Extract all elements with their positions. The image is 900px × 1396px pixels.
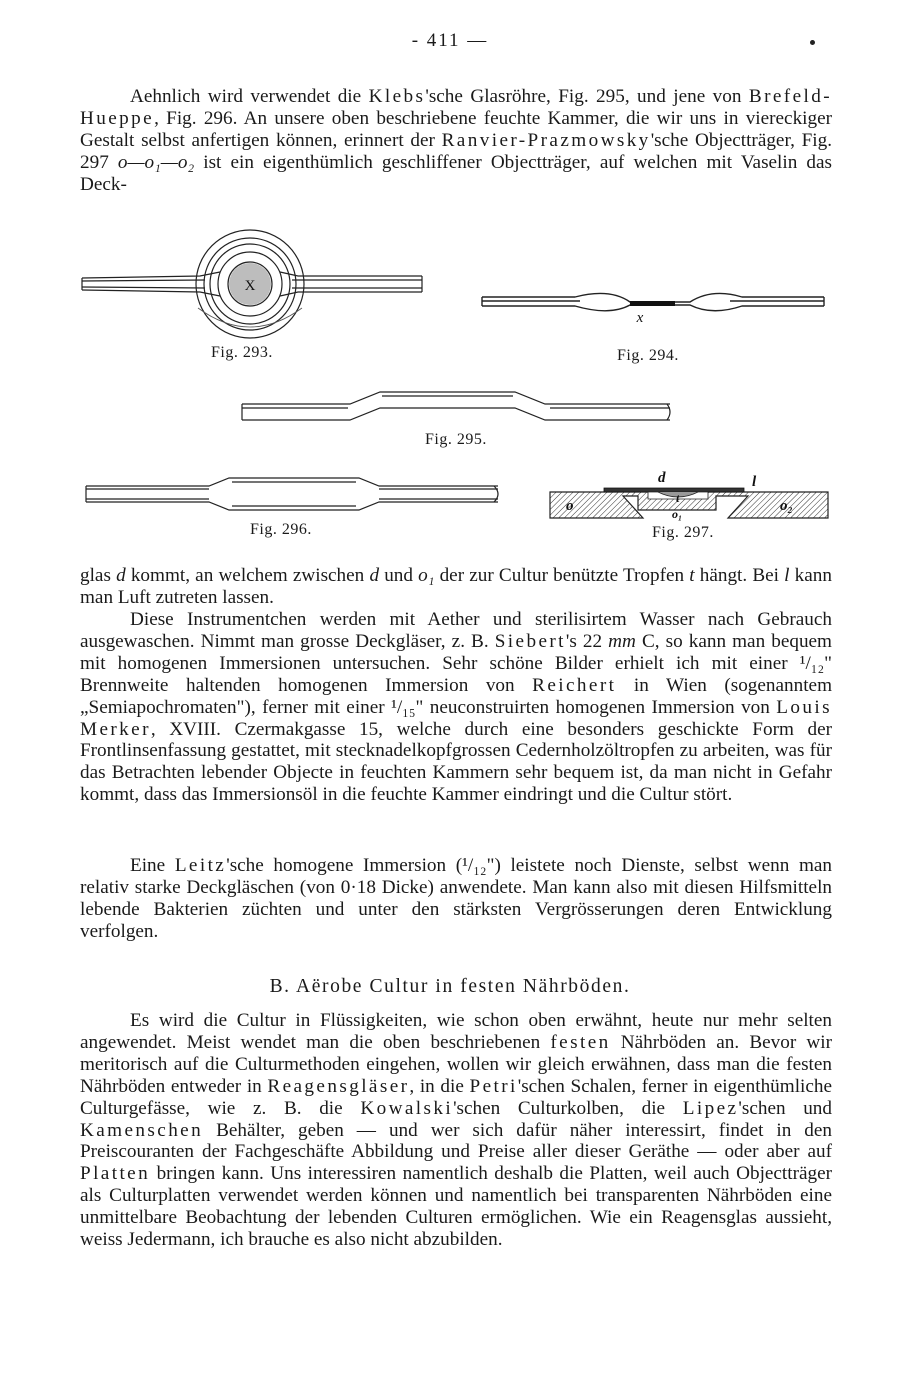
name-siebert: Siebert xyxy=(494,630,566,652)
paragraph-3 xyxy=(80,609,832,806)
name-leitz: Leitz xyxy=(174,855,227,876)
page-number: - 411 — xyxy=(411,30,489,51)
name-lipez: Lipez xyxy=(682,1097,739,1119)
name-reichert: Reichert xyxy=(532,674,617,696)
figure-296-drawing xyxy=(84,476,502,512)
text: 'sche homogene Immersion (¹/₁₂") leistete noch Dienste, selbst wenn man relativ starke Deckgläschen (von 0·18 Dicke) anwendete. Man kann also mit diesen Hilfsmitteln lebende Bakterien züchten und unter den stärksten Vergrösserungen deren Entwicklung verfolgen. xyxy=(80,855,832,942)
symbol-t: t xyxy=(689,565,695,586)
term-festen: festen xyxy=(550,1031,611,1053)
text: hängt. Bei xyxy=(694,565,785,586)
figure-297-drawing xyxy=(548,466,832,522)
figure-294-caption: Fig. 294. xyxy=(617,347,679,364)
paragraph-4 xyxy=(80,855,832,943)
fig297-label-o1: o₁ xyxy=(672,507,683,521)
text: bringen kann. Uns interessiren namentlich deshalb die Platten, weil auch Objectträger als Culturplatten verwendet werden können und namentlich bei transparenten Nährböden eine unmittelbare Beobachtung der lebenden Culturen ermöglichen. Wie ein Reagensglas aussieht, weiss Jedermann, ich brauche es also nicht abzubilden. xyxy=(80,1163,832,1251)
figure-295-drawing xyxy=(240,390,672,426)
name-louis-merker: Louis Merker xyxy=(80,696,832,740)
name-brefeld-hueppe: Brefeld-Hueppe xyxy=(80,86,832,129)
text: Es wird die Cultur in Flüssigkeiten, wie schon oben erwähnt, heute nur mehr selten angewendet. Meist wendet man die oben beschriebenen xyxy=(80,1010,832,1053)
text: ist ein eigenthümlich geschliffener Objectträger, auf welchen mit Vaselin das Deck- xyxy=(80,151,832,195)
name-kowalski: Kowalski xyxy=(360,1097,454,1119)
text: Diese Instrumentchen werden mit Aether und sterilisirtem Wasser nach Gebrauch ausgewaschen. Nimmt man grosse Deckgläser, z. B. xyxy=(80,609,832,652)
name-klebs: Klebs xyxy=(368,86,426,107)
text: kann man Luft zutreten lassen. xyxy=(80,565,832,608)
term-platten: Platten xyxy=(80,1163,151,1185)
text: glas xyxy=(80,565,117,586)
ink-speck xyxy=(810,40,815,45)
text: und xyxy=(379,565,419,586)
unit-mm: mm xyxy=(608,630,636,652)
text: , in die xyxy=(409,1075,470,1097)
symbol-o1: o₁ xyxy=(418,565,435,586)
symbol-o-o1-o2: o—o₁—o₂ xyxy=(117,151,195,173)
fig297-label-o2: o₂ xyxy=(780,498,793,514)
symbol-d: d xyxy=(369,565,380,586)
figure-293-drawing xyxy=(80,228,425,340)
paragraph-2 xyxy=(80,565,832,609)
symbol-d: d xyxy=(116,565,126,586)
paragraph-1 xyxy=(80,86,832,196)
fig294-label-x: x xyxy=(636,310,644,326)
text: Nährböden an. Bevor wir meritorisch auf die Culturmethoden eingehen, wollen wir gleich erwähnen, dass man die festen Nährböden entweder in xyxy=(80,1031,832,1097)
symbol-l: l xyxy=(784,565,790,586)
figure-293-caption: Fig. 293. xyxy=(211,344,273,361)
fig293-label-x: X xyxy=(244,278,256,294)
name-kamen: Kamenschen xyxy=(80,1119,204,1141)
text: 'sche Glasröhre, Fig. 295, und jene von xyxy=(425,86,749,107)
text: der zur Cultur benützte Tropfen xyxy=(434,565,690,586)
figure-296-caption: Fig. 296. xyxy=(250,521,312,538)
text: 'schen und xyxy=(738,1097,832,1119)
text: C, so kann man bequem mit homogenen Immersionen untersuchen. Sehr schöne Bilder erhielt ich mit einer ¹/₁₂" Brennweite haltenden homogenen Immersion von xyxy=(80,630,832,696)
section-heading: B. Aërobe Cultur in festen Nährböden. xyxy=(269,976,631,997)
term-reagensglaeser: Reagensgläser xyxy=(267,1075,410,1097)
text: Behälter, geben — und wer sich dafür näher interessirt, findet in den Preiscouranten der Fachgeschäfte Abbildung und Preise aller dieser Geräthe — oder aber auf xyxy=(80,1119,832,1163)
fig297-label-l: l xyxy=(752,474,757,490)
paragraph-5 xyxy=(80,1010,832,1251)
figure-297-caption: Fig. 297. xyxy=(652,524,714,541)
text: Eine xyxy=(130,855,175,876)
figure-295-caption: Fig. 295. xyxy=(425,431,487,448)
text: 'schen Culturkolben, die xyxy=(453,1097,683,1119)
text: Aehnlich wird verwendet die xyxy=(130,86,369,107)
text: 'schen Schalen, ferner in eigenthümliche Culturgefässe, wie z. B. die xyxy=(80,1075,832,1119)
figure-294-drawing xyxy=(480,282,826,324)
fig297-label-d: d xyxy=(658,470,666,486)
text: , Fig. 296. An unsere oben beschriebene feuchte Kammer, die wir uns in viereckiger Gestalt selbst anfertigen können, erinnert der xyxy=(80,107,832,151)
text: 's 22 xyxy=(565,630,609,652)
fig297-label-t: t xyxy=(676,491,680,505)
name-petri: Petri xyxy=(469,1075,518,1097)
text: , XVIII. Czermakgasse 15, welche durch eine besonders geschickte Form der Frontlinsenfassung gestattet, mit stecknadelkopfgrossen Cedernholzöltropfen zu arbeiten, was für das Betrachten lebender Objecte in feuchten Kammern sehr bequem ist, da man nicht in Gefahr kommt, dass das Immersionsöl in die feuchte Kammer eindringt und die Cultur stört. xyxy=(80,718,832,806)
fig297-label-o: o xyxy=(566,498,574,514)
name-ranvier-prazmowsky: Ranvier-Prazmowsky xyxy=(441,129,651,151)
text: in Wien (sogenanntem „Semiapochromaten"), ferner mit einer ¹/₁₅" neuconstruirten homogenen Immersion von xyxy=(80,674,832,718)
text: kommt, an welchem zwischen xyxy=(125,565,370,586)
text: 'sche Objectträger, Fig. 297 xyxy=(80,129,832,173)
